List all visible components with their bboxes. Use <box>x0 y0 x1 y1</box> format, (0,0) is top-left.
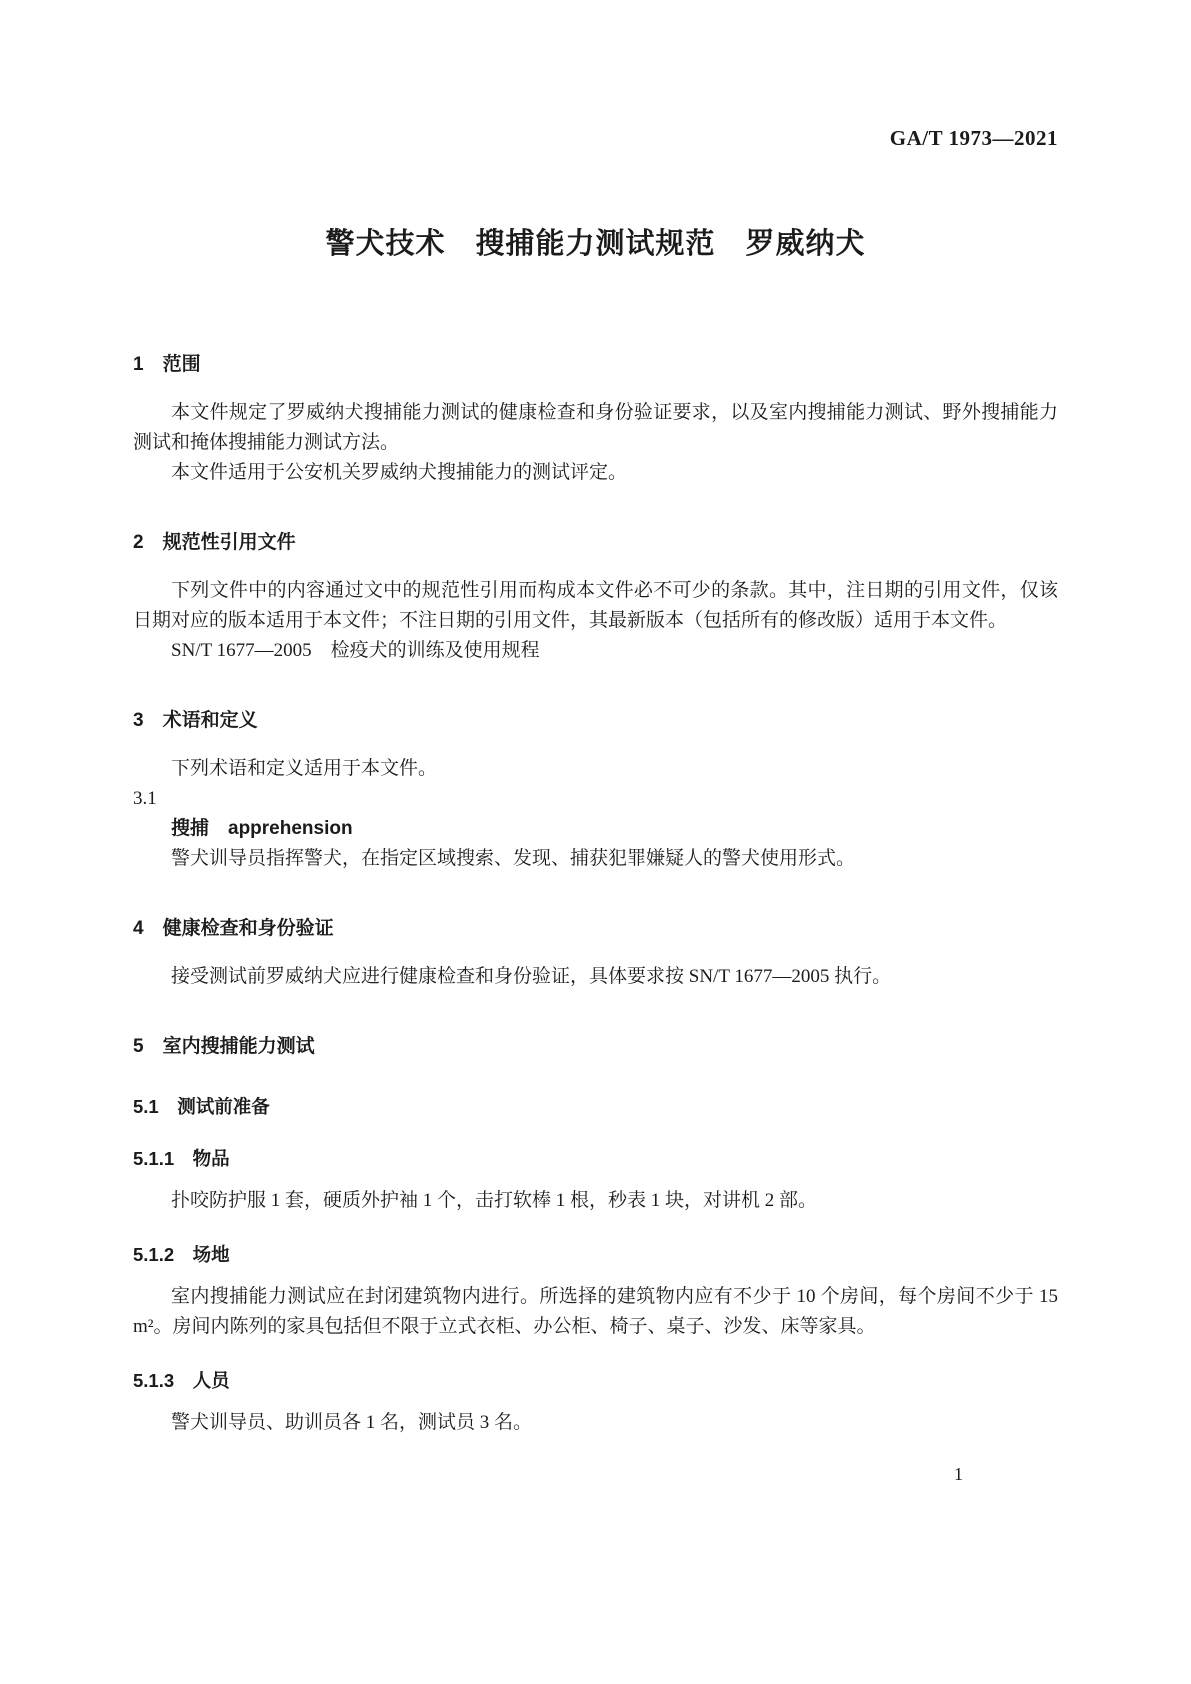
section-4-heading: 4 健康检查和身份验证 <box>133 918 334 939</box>
section-5-1-2-heading: 5.1.2 场地 <box>133 1244 230 1265</box>
section-5-1-heading: 5.1 测试前准备 <box>133 1096 270 1117</box>
section-1-heading: 1 范围 <box>133 354 201 375</box>
section-5-heading: 5 室内搜捕能力测试 <box>133 1036 315 1057</box>
page-number: 1 <box>954 1464 963 1484</box>
section-2-heading: 2 规范性引用文件 <box>133 532 296 553</box>
section-4-paragraph-1: 接受测试前罗威纳犬应进行健康检查和身份验证，具体要求按 SN/T 1677—2005 执行。 <box>171 966 892 987</box>
term-definition: 警犬训导员指挥警犬，在指定区域搜索、发现、捕获犯罪嫌疑人的警犬使用形式。 <box>171 848 856 869</box>
term-entry: 搜捕 apprehension <box>171 818 353 839</box>
section-5-1-3-paragraph: 警犬训导员、助训员各 1 名，测试员 3 名。 <box>171 1412 533 1433</box>
section-2-paragraph-1: 下列文件中的内容通过文中的规范性引用而构成本文件必不可少的条款。其中，注日期的引用文件，仅该日期对应的版本适用于本文件；不注日期的引用文件，其最新版本（包括所有的修改版）适用于本文件。 <box>133 580 1058 631</box>
section-5-1-2-paragraph: 室内搜捕能力测试应在封闭建筑物内进行。所选择的建筑物内应有不少于 10 个房间，每个房间不少于 15 m²。房间内陈列的家具包括但不限于立式衣柜、办公柜、椅子、桌子、沙发、床等家具。 <box>133 1286 1058 1337</box>
section-5-1-1-heading: 5.1.1 物品 <box>133 1148 230 1169</box>
section-5-1-3-heading: 5.1.3 人员 <box>133 1370 230 1391</box>
page-title: 警犬技术 搜捕能力测试规范 罗威纳犬 <box>325 228 866 260</box>
term-number: 3.1 <box>133 788 157 809</box>
section-5-1-1-paragraph: 扑咬防护服 1 套，硬质外护袖 1 个，击打软棒 1 根，秒表 1 块，对讲机 2 部。 <box>171 1190 818 1211</box>
doc-number: GA/T 1973—2021 <box>889 126 1058 150</box>
section-3-heading: 3 术语和定义 <box>133 710 258 731</box>
section-1-paragraph-2: 本文件适用于公安机关罗威纳犬搜捕能力的测试评定。 <box>171 462 628 483</box>
section-2-reference: SN/T 1677—2005 检疫犬的训练及使用规程 <box>171 640 540 661</box>
section-1-paragraph-1: 本文件规定了罗威纳犬搜捕能力测试的健康检查和身份验证要求，以及室内搜捕能力测试、野外搜捕能力测试和掩体搜捕能力测试方法。 <box>133 402 1058 453</box>
section-3-intro: 下列术语和定义适用于本文件。 <box>171 758 438 779</box>
